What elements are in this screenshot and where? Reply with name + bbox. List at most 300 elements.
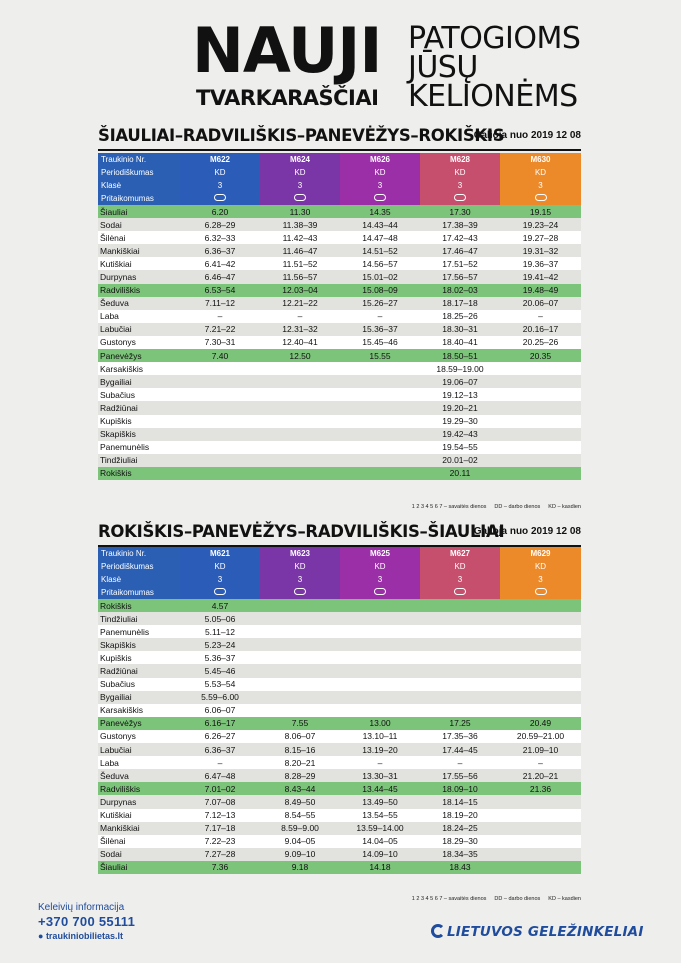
station-name: Radviliškis	[98, 284, 180, 297]
table-row	[98, 717, 581, 730]
table-row	[98, 809, 581, 822]
time-cell	[180, 467, 260, 480]
time-cell: 18.50–51	[420, 349, 500, 362]
table-row	[98, 401, 581, 414]
time-cell: 12.40–41	[260, 336, 340, 349]
station-name: Gustonys	[98, 730, 180, 743]
bicycle-icon	[420, 586, 500, 599]
time-cell	[340, 454, 420, 467]
passenger-info	[38, 901, 135, 942]
slogan-line: KELIONĖMS	[408, 79, 578, 114]
time-cell	[500, 612, 581, 625]
time-cell: 7.01–02	[180, 782, 260, 795]
time-cell	[500, 599, 581, 612]
legend	[404, 504, 581, 510]
ltg-logo	[431, 924, 644, 940]
time-cell: 13.54–55	[340, 809, 420, 822]
time-cell: 8.28–29	[260, 769, 340, 782]
time-cell: 18.34–35	[420, 848, 500, 861]
time-cell: 20.01–02	[420, 454, 500, 467]
time-cell: 6.26–27	[180, 730, 260, 743]
station-name: Labučiai	[98, 743, 180, 756]
time-cell: 14.47–48	[340, 231, 420, 244]
time-cell	[260, 362, 340, 375]
time-cell	[500, 848, 581, 861]
station-name: Bygailiai	[98, 375, 180, 388]
time-cell: 5.05–06	[180, 612, 260, 625]
time-cell: 19.27–28	[500, 231, 581, 244]
time-cell: 15.26–27	[340, 297, 420, 310]
time-cell: 19.12–13	[420, 388, 500, 401]
time-cell: 11.38–39	[260, 218, 340, 231]
time-cell: 15.55	[340, 349, 420, 362]
time-cell: 15.45–46	[340, 336, 420, 349]
table-row	[98, 388, 581, 401]
station-name: Šilėnai	[98, 231, 180, 244]
time-cell: 18.43	[420, 861, 500, 874]
time-cell	[500, 625, 581, 638]
station-name: Subačius	[98, 678, 180, 691]
time-cell	[340, 415, 420, 428]
time-cell	[500, 375, 581, 388]
timetable	[98, 153, 581, 480]
train-number: M624	[260, 153, 340, 166]
time-cell: 20.16–17	[500, 323, 581, 336]
table-row	[98, 691, 581, 704]
table-row	[98, 822, 581, 835]
time-cell: 7.21–22	[180, 323, 260, 336]
station-name: Šilėnai	[98, 835, 180, 848]
station-name: Durpynas	[98, 795, 180, 808]
bicycle-icon	[260, 586, 340, 599]
station-name: Šeduva	[98, 297, 180, 310]
time-cell: 13.44–45	[340, 782, 420, 795]
time-cell: 17.44–45	[420, 743, 500, 756]
time-cell: 15.36–37	[340, 323, 420, 336]
time-cell: 17.56–57	[420, 270, 500, 283]
time-cell	[180, 415, 260, 428]
station-name: Gustonys	[98, 336, 180, 349]
table-row	[98, 218, 581, 231]
time-cell: 6.32–33	[180, 231, 260, 244]
time-cell: 17.38–39	[420, 218, 500, 231]
table-row	[98, 375, 581, 388]
time-cell	[260, 625, 340, 638]
time-cell: 19.48–49	[500, 284, 581, 297]
station-name: Karsakiškis	[98, 362, 180, 375]
time-cell	[500, 822, 581, 835]
poster-header	[0, 0, 681, 120]
time-cell	[500, 388, 581, 401]
slogan-line: JŪSŲ	[408, 50, 478, 85]
time-cell: 6.47–48	[180, 769, 260, 782]
time-cell	[500, 678, 581, 691]
train-class: 3	[180, 573, 260, 586]
time-cell: 17.25	[420, 717, 500, 730]
bicycle-icon	[420, 192, 500, 205]
time-cell	[340, 401, 420, 414]
time-cell: –	[260, 310, 340, 323]
legend-item: 1 2 3 4 5 6 7 – savaitės dienos	[411, 896, 487, 902]
row-label: Klasė	[98, 573, 180, 586]
table-row	[98, 205, 581, 218]
info-label: Keleivių informacija	[38, 902, 125, 913]
row-label: Klasė	[98, 179, 180, 192]
bicycle-icon	[340, 192, 420, 205]
time-cell	[260, 638, 340, 651]
time-cell: 12.50	[260, 349, 340, 362]
time-cell	[340, 691, 420, 704]
headline-tvarkarasciai: TVARKARAŠČIAI	[196, 86, 379, 110]
time-cell	[260, 454, 340, 467]
time-cell: 6.20	[180, 205, 260, 218]
time-cell	[260, 664, 340, 677]
time-cell: 11.51–52	[260, 257, 340, 270]
table-row	[98, 323, 581, 336]
time-cell	[340, 638, 420, 651]
bicycle-icon	[500, 192, 581, 205]
station-name: Bygailiai	[98, 691, 180, 704]
table-row	[98, 651, 581, 664]
time-cell	[340, 651, 420, 664]
title-rule	[98, 149, 581, 151]
table-row	[98, 257, 581, 270]
time-cell: 5.11–12	[180, 625, 260, 638]
bicycle-icon	[180, 192, 260, 205]
row-label: Traukinio Nr.	[98, 153, 180, 166]
time-cell: 12.03–04	[260, 284, 340, 297]
time-cell: 19.20–21	[420, 401, 500, 414]
station-name: Mankiškiai	[98, 822, 180, 835]
time-cell	[260, 651, 340, 664]
station-name: Subačius	[98, 388, 180, 401]
time-cell: 13.00	[340, 717, 420, 730]
time-cell	[260, 375, 340, 388]
station-name: Skapiškis	[98, 638, 180, 651]
time-cell: 11.46–47	[260, 244, 340, 257]
bicycle-icon	[260, 192, 340, 205]
time-cell: 17.35–36	[420, 730, 500, 743]
time-cell: 8.15–16	[260, 743, 340, 756]
time-cell	[260, 428, 340, 441]
table-row	[98, 244, 581, 257]
table-row	[98, 297, 581, 310]
station-name: Panemunėlis	[98, 625, 180, 638]
station-name: Kutiškiai	[98, 809, 180, 822]
time-cell: 7.27–28	[180, 848, 260, 861]
train-period: KD	[260, 560, 340, 573]
time-cell	[260, 599, 340, 612]
time-cell: 18.59–19.00	[420, 362, 500, 375]
time-cell: 9.04–05	[260, 835, 340, 848]
time-cell	[180, 428, 260, 441]
time-cell: 20.06–07	[500, 297, 581, 310]
time-cell: 6.36–37	[180, 244, 260, 257]
table-row	[98, 835, 581, 848]
header-row	[98, 547, 581, 560]
time-cell: 19.15	[500, 205, 581, 218]
time-cell: 20.49	[500, 717, 581, 730]
time-cell: 13.19–20	[340, 743, 420, 756]
time-cell: 14.56–57	[340, 257, 420, 270]
time-cell	[500, 835, 581, 848]
station-name: Kutiškiai	[98, 257, 180, 270]
time-cell	[260, 704, 340, 717]
table-row	[98, 599, 581, 612]
table-row	[98, 782, 581, 795]
header-row	[98, 179, 581, 192]
station-name: Rokiškis	[98, 467, 180, 480]
time-cell	[340, 599, 420, 612]
time-cell	[260, 612, 340, 625]
row-label: Periodiškumas	[98, 166, 180, 179]
station-name: Durpynas	[98, 270, 180, 283]
train-class: 3	[500, 179, 581, 192]
time-cell	[340, 467, 420, 480]
train-class: 3	[180, 179, 260, 192]
time-cell	[180, 375, 260, 388]
time-cell	[500, 401, 581, 414]
legend-item: KD – kasdien	[548, 504, 581, 510]
time-cell: 7.07–08	[180, 795, 260, 808]
train-number: M629	[500, 547, 581, 560]
legend-item: KD – kasdien	[548, 896, 581, 902]
time-cell: 20.11	[420, 467, 500, 480]
table-row	[98, 441, 581, 454]
time-cell: 8.20–21	[260, 756, 340, 769]
train-class: 3	[340, 179, 420, 192]
station-name: Panevėžys	[98, 349, 180, 362]
train-number: M628	[420, 153, 500, 166]
table-row	[98, 284, 581, 297]
train-period: KD	[500, 166, 581, 179]
station-name: Karsakiškis	[98, 704, 180, 717]
phone-number[interactable]: +370 700 55111	[38, 914, 136, 929]
time-cell	[340, 625, 420, 638]
train-number: M626	[340, 153, 420, 166]
row-label: Periodiškumas	[98, 560, 180, 573]
train-number: M623	[260, 547, 340, 560]
time-cell	[180, 388, 260, 401]
time-cell: 5.59–6.00	[180, 691, 260, 704]
brand-name: LIETUVOS GELEŽINKELIAI	[447, 924, 644, 940]
route-title: ŠIAULIAI–RADVILIŠKIS–PANEVĖŽYS–ROKIŠKIS	[98, 126, 505, 145]
table-row	[98, 270, 581, 283]
time-cell: 5.45–46	[180, 664, 260, 677]
table-row	[98, 428, 581, 441]
row-label: Traukinio Nr.	[98, 547, 180, 560]
table-row	[98, 310, 581, 323]
bicycle-icon	[500, 586, 581, 599]
time-cell: 14.35	[340, 205, 420, 218]
train-class: 3	[260, 179, 340, 192]
station-name: Sodai	[98, 848, 180, 861]
table-row	[98, 638, 581, 651]
time-cell	[500, 638, 581, 651]
time-cell	[180, 401, 260, 414]
time-cell: 13.59–14.00	[340, 822, 420, 835]
table-row	[98, 704, 581, 717]
time-cell	[420, 612, 500, 625]
time-cell	[420, 678, 500, 691]
time-cell	[180, 454, 260, 467]
station-name: Laba	[98, 756, 180, 769]
time-cell: 6.46–47	[180, 270, 260, 283]
time-cell: 9.18	[260, 861, 340, 874]
time-cell	[340, 704, 420, 717]
train-period: KD	[420, 166, 500, 179]
table-row	[98, 349, 581, 362]
time-cell	[260, 415, 340, 428]
train-class: 3	[260, 573, 340, 586]
train-period: KD	[180, 560, 260, 573]
time-cell: 7.40	[180, 349, 260, 362]
station-name: Laba	[98, 310, 180, 323]
website-link[interactable]: ● traukiniobilietas.lt	[38, 931, 123, 941]
station-name: Kupiškis	[98, 415, 180, 428]
station-name: Labučiai	[98, 323, 180, 336]
time-cell: 7.22–23	[180, 835, 260, 848]
time-cell: 20.59–21.00	[500, 730, 581, 743]
time-cell	[500, 704, 581, 717]
time-cell: 15.08–09	[340, 284, 420, 297]
time-cell: 12.31–32	[260, 323, 340, 336]
time-cell: 7.11–12	[180, 297, 260, 310]
time-cell	[420, 625, 500, 638]
table-row	[98, 362, 581, 375]
station-name: Sodai	[98, 218, 180, 231]
header-row	[98, 166, 581, 179]
time-cell	[180, 441, 260, 454]
header-row	[98, 192, 581, 205]
train-period: KD	[340, 560, 420, 573]
row-label: Pritaikomumas	[98, 192, 180, 205]
time-cell	[500, 664, 581, 677]
time-cell: 6.36–37	[180, 743, 260, 756]
table-row	[98, 861, 581, 874]
time-cell: 19.36–37	[500, 257, 581, 270]
train-class: 3	[500, 573, 581, 586]
train-period: KD	[420, 560, 500, 573]
time-cell: 19.41–42	[500, 270, 581, 283]
time-cell: –	[180, 756, 260, 769]
time-cell	[500, 454, 581, 467]
time-cell	[340, 678, 420, 691]
time-cell: 6.28–29	[180, 218, 260, 231]
time-cell: –	[180, 310, 260, 323]
time-cell: 7.17–18	[180, 822, 260, 835]
time-cell	[500, 795, 581, 808]
time-cell	[420, 691, 500, 704]
time-cell: 20.35	[500, 349, 581, 362]
time-cell: –	[420, 756, 500, 769]
time-cell	[500, 441, 581, 454]
time-cell: 11.56–57	[260, 270, 340, 283]
time-cell: 18.25–26	[420, 310, 500, 323]
time-cell: 6.41–42	[180, 257, 260, 270]
header-row	[98, 153, 581, 166]
legend	[404, 896, 581, 902]
time-cell: 8.54–55	[260, 809, 340, 822]
legend-item: 1 2 3 4 5 6 7 – savaitės dienos	[411, 504, 487, 510]
time-cell: 18.24–25	[420, 822, 500, 835]
header-row	[98, 586, 581, 599]
train-number: M627	[420, 547, 500, 560]
time-cell	[500, 467, 581, 480]
station-name: Šiauliai	[98, 205, 180, 218]
station-name: Rokiškis	[98, 599, 180, 612]
time-cell	[420, 638, 500, 651]
section-rokiskis-siauliai	[98, 522, 581, 912]
time-cell	[180, 362, 260, 375]
time-cell: 18.02–03	[420, 284, 500, 297]
table-row	[98, 415, 581, 428]
table-row	[98, 756, 581, 769]
legend-item: DD – darbo dienos	[494, 896, 541, 902]
time-cell: 5.53–54	[180, 678, 260, 691]
time-cell: 7.30–31	[180, 336, 260, 349]
bicycle-icon	[180, 586, 260, 599]
row-label: Pritaikomumas	[98, 586, 180, 599]
station-name: Radviliškis	[98, 782, 180, 795]
headline-nauji: NAUJI	[192, 14, 382, 87]
time-cell: 18.19–20	[420, 809, 500, 822]
table-row	[98, 795, 581, 808]
time-cell: 5.36–37	[180, 651, 260, 664]
website-text: traukiniobilietas.lt	[45, 931, 123, 941]
time-cell	[260, 691, 340, 704]
time-cell: –	[500, 310, 581, 323]
time-cell: 7.36	[180, 861, 260, 874]
time-cell: 17.55–56	[420, 769, 500, 782]
table-row	[98, 612, 581, 625]
valid-from: Galioja nuo 2019 12 08	[473, 130, 581, 141]
table-row	[98, 336, 581, 349]
train-class: 3	[420, 573, 500, 586]
time-cell: 19.06–07	[420, 375, 500, 388]
time-cell: 18.40–41	[420, 336, 500, 349]
time-cell: 19.31–32	[500, 244, 581, 257]
time-cell	[340, 664, 420, 677]
time-cell: 14.09–10	[340, 848, 420, 861]
train-number: M621	[180, 547, 260, 560]
timetable	[98, 547, 581, 874]
time-cell	[500, 428, 581, 441]
route-title: ROKIŠKIS–PANEVĖŽYS–RADVILIŠKIS–ŠIAULIAI	[98, 522, 505, 541]
time-cell: 19.29–30	[420, 415, 500, 428]
station-name: Panevėžys	[98, 717, 180, 730]
train-number: M630	[500, 153, 581, 166]
time-cell: –	[340, 756, 420, 769]
time-cell	[260, 388, 340, 401]
header-row	[98, 560, 581, 573]
time-cell: 17.30	[420, 205, 500, 218]
time-cell	[500, 861, 581, 874]
station-name: Šeduva	[98, 769, 180, 782]
time-cell	[340, 428, 420, 441]
time-cell: –	[340, 310, 420, 323]
station-name: Šiauliai	[98, 861, 180, 874]
time-cell: 19.23–24	[500, 218, 581, 231]
slogan	[408, 21, 581, 114]
time-cell: 8.59–9.00	[260, 822, 340, 835]
ltg-logo-icon	[431, 924, 445, 938]
train-class: 3	[340, 573, 420, 586]
time-cell: 21.20–21	[500, 769, 581, 782]
time-cell	[260, 441, 340, 454]
table-row	[98, 625, 581, 638]
time-cell: 8.43–44	[260, 782, 340, 795]
